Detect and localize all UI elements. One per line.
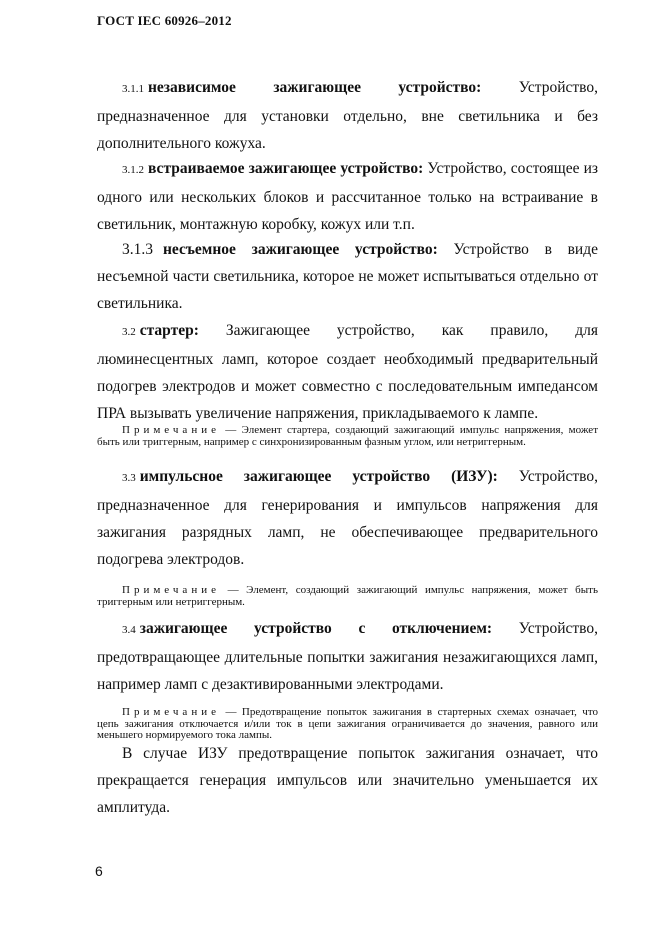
- term: независимое зажигающее устройство:: [148, 79, 482, 96]
- note-1: Примечание — Элемент стартера, создающий зажигающий импульс напряжения, может быть или триггерным, например с синхронизированным фазным углом, или нетриггерным.: [97, 424, 598, 448]
- definition-text: Устройство, предотвращающее длительные попытки зажигания незажигающихся ламп, например ламп с дезактивированными электродами.: [97, 620, 598, 693]
- definition-3-3: [97, 463, 598, 573]
- page-number: 6: [95, 863, 103, 879]
- term: встраиваемое зажигающее устройство:: [148, 160, 424, 177]
- definition-text: Устройство, состоящее из одного или нескольких блоков и рассчитанное только на встраивание в светильник, монтажную коробку, кожух или т.п.: [97, 160, 598, 233]
- definition-3-4: [97, 615, 598, 698]
- note-label: Примечание: [122, 584, 220, 596]
- definition-text: Устройство, предназначенное для установки отдельно, вне светильника и без дополнительного кожуха.: [97, 79, 598, 152]
- note-text: Предотвращение попыток зажигания в стартерных схемах означает, что цепь зажигания отключается и/или ток в цепи зажигания ограничивается до значения, равного или меньшего нормируемого тока лампы.: [97, 706, 598, 741]
- clause-number: 3.3: [122, 472, 136, 484]
- definition-text: Устройство, предназначенное для генерирования и импульсов напряжения для зажигания разрядных ламп, не обеспечивающее предварительного подогрева электродов.: [97, 468, 598, 568]
- clause-number: 3.2: [122, 326, 136, 338]
- term: несъемное зажигающее устройство:: [163, 241, 438, 258]
- definition-text: Устройство в виде несъемной части светильника, которое не может испытываться отдельно от светильника.: [97, 241, 598, 312]
- closing-paragraph: В случае ИЗУ предотвращение попыток зажигания означает, что прекращается генерация импульсов или значительно уменьшается их амплитуда.: [97, 745, 598, 816]
- clause-number: 3.1.1: [122, 83, 144, 95]
- clause-number: 3.4: [122, 624, 136, 636]
- clause-number: 3.1.3: [122, 241, 153, 258]
- term: стартер:: [139, 322, 199, 339]
- note-3: Примечание — Предотвращение попыток зажигания в стартерных схемах означает, что цепь зажигания отключается и/или ток в цепи зажигания ограничивается до значения, равного или меньшего нормируемого тока лампы.: [97, 706, 598, 741]
- definition-3-2: [97, 317, 598, 427]
- definition-3-1-1: [97, 74, 598, 157]
- note-label: Примечание: [122, 706, 220, 718]
- definition-3-1-3: [97, 236, 598, 317]
- note-label: Примечание: [122, 424, 220, 436]
- term: импульсное зажигающее устройство (ИЗУ):: [139, 468, 498, 485]
- term: зажигающее устройство с отключением:: [139, 620, 493, 637]
- definition-text: Зажигающее устройство, как правило, для люминесцентных ламп, которое создает необходимый предварительный подогрев электродов и может совместно с последовательным импедансом ПРА вызывать увеличение напряжения, прикладываемого к лампе.: [97, 322, 598, 422]
- note-text: Элемент, создающий зажигающий импульс напряжения, может быть триггерным или нетриггерным.: [97, 584, 598, 608]
- clause-number: 3.1.2: [122, 164, 144, 176]
- document-header: ГОСТ IEC 60926–2012: [97, 13, 232, 28]
- note-2: Примечание — Элемент, создающий зажигающий импульс напряжения, может быть триггерным или нетриггерным.: [97, 584, 598, 608]
- definition-3-1-2: [97, 155, 598, 238]
- note-text: Элемент стартера, создающий зажигающий импульс напряжения, может быть или триггерным, например с синхронизированным фазным углом, или нетриггерным.: [97, 424, 598, 448]
